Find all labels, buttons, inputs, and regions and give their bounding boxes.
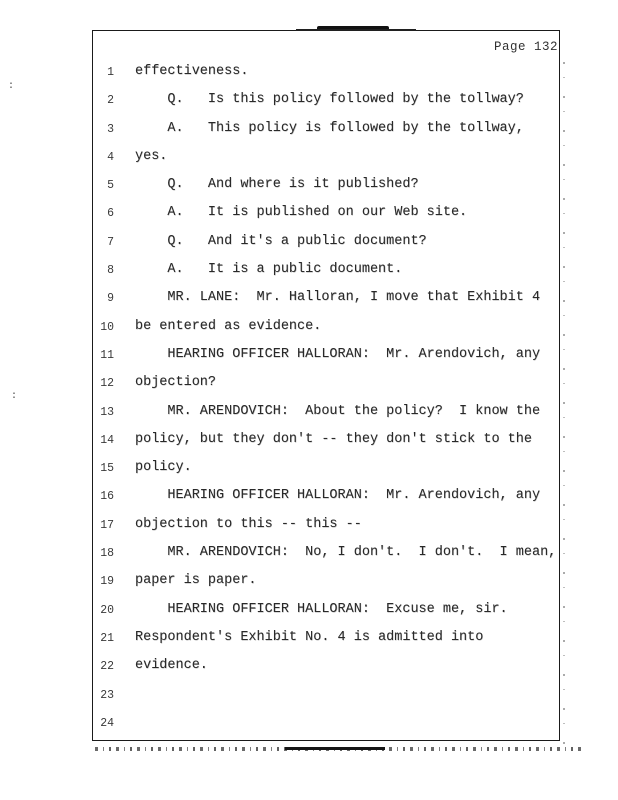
transcript-line	[92, 144, 560, 172]
line-number: 2	[107, 94, 114, 108]
transcript-line	[92, 427, 560, 455]
line-number: 5	[107, 179, 114, 193]
line-number: 7	[107, 235, 114, 249]
line-number: 12	[100, 377, 114, 391]
transcript-line	[92, 483, 560, 511]
line-text: HEARING OFFICER HALLORAN: Mr. Arendovich, any	[135, 346, 541, 362]
line-number: 16	[100, 490, 114, 504]
line-text: HEARING OFFICER HALLORAN: Excuse me, sir.	[135, 601, 508, 617]
line-number: 24	[100, 716, 114, 730]
transcript-line	[92, 257, 560, 285]
stray-mark-2: :	[11, 391, 18, 402]
line-number: 14	[100, 433, 114, 447]
transcript-line	[92, 314, 560, 342]
line-number: 22	[100, 660, 114, 674]
line-number: 8	[107, 264, 114, 278]
scan-speckles-right	[563, 62, 565, 744]
line-text: objection to this -- this --	[135, 516, 362, 532]
line-number: 10	[100, 320, 114, 334]
line-text: effectiveness.	[135, 64, 249, 79]
line-number: 11	[100, 348, 114, 362]
line-number: 21	[100, 631, 114, 645]
transcript-line	[92, 568, 560, 596]
transcript-line	[92, 625, 560, 653]
line-text: policy.	[135, 460, 192, 476]
transcript-line	[92, 399, 560, 427]
stray-mark-1: :	[8, 81, 15, 92]
line-text: A. It is a public document.	[135, 262, 403, 278]
line-text: Q. And where is it published?	[135, 177, 419, 193]
transcript-line	[92, 285, 560, 313]
line-number: 17	[100, 518, 114, 532]
transcript-line	[92, 682, 560, 710]
scan-noise-bottom-dark	[285, 747, 385, 750]
line-text: paper is paper.	[135, 573, 257, 589]
transcript-line	[92, 710, 560, 738]
line-text: MR. ARENDOVICH: About the policy? I know the	[135, 403, 541, 419]
line-number: 3	[107, 122, 114, 136]
transcript-line	[92, 512, 560, 540]
transcript-line	[92, 172, 560, 200]
line-text: Q. And it's a public document?	[135, 233, 427, 249]
line-text: evidence.	[135, 658, 208, 674]
transcript-line	[92, 116, 560, 144]
transcript-line	[92, 455, 560, 483]
scan-smudge-top-line	[296, 29, 416, 31]
transcript-body	[92, 59, 560, 738]
line-number: 20	[100, 603, 114, 617]
transcript-line	[92, 540, 560, 568]
line-text: Q. Is this policy followed by the tollway?	[135, 92, 524, 108]
page-number-label: Page 132	[494, 40, 559, 54]
line-number: 6	[107, 207, 114, 221]
line-number: 1	[107, 66, 114, 79]
transcript-line	[92, 597, 560, 625]
transcript-line	[92, 87, 560, 115]
transcript-line	[92, 59, 560, 87]
transcript-line	[92, 370, 560, 398]
line-text: A. It is published on our Web site.	[135, 205, 468, 221]
transcript-line	[92, 342, 560, 370]
line-number: 18	[100, 547, 114, 561]
line-number: 13	[100, 405, 114, 419]
line-text: A. This policy is followed by the tollway,	[135, 120, 524, 136]
transcript-line	[92, 200, 560, 228]
line-text: HEARING OFFICER HALLORAN: Mr. Arendovich, any	[135, 488, 541, 504]
line-text: MR. LANE: Mr. Halloran, I move that Exhibit 4	[135, 290, 541, 306]
line-number: 19	[100, 575, 114, 589]
line-text: objection?	[135, 375, 217, 391]
line-number: 15	[100, 462, 114, 476]
line-number: 4	[107, 150, 114, 164]
line-number: 23	[100, 688, 114, 702]
line-text: yes.	[135, 148, 168, 164]
line-text: be entered as evidence.	[135, 318, 322, 334]
line-text: Respondent's Exhibit No. 4 is admitted into	[135, 629, 484, 645]
line-text: policy, but they don't -- they don't stick to the	[135, 431, 532, 447]
transcript-line	[92, 653, 560, 681]
transcript-line	[92, 229, 560, 257]
line-text: MR. ARENDOVICH: No, I don't. I don't. I mean,	[135, 545, 557, 561]
line-number: 9	[107, 292, 114, 306]
